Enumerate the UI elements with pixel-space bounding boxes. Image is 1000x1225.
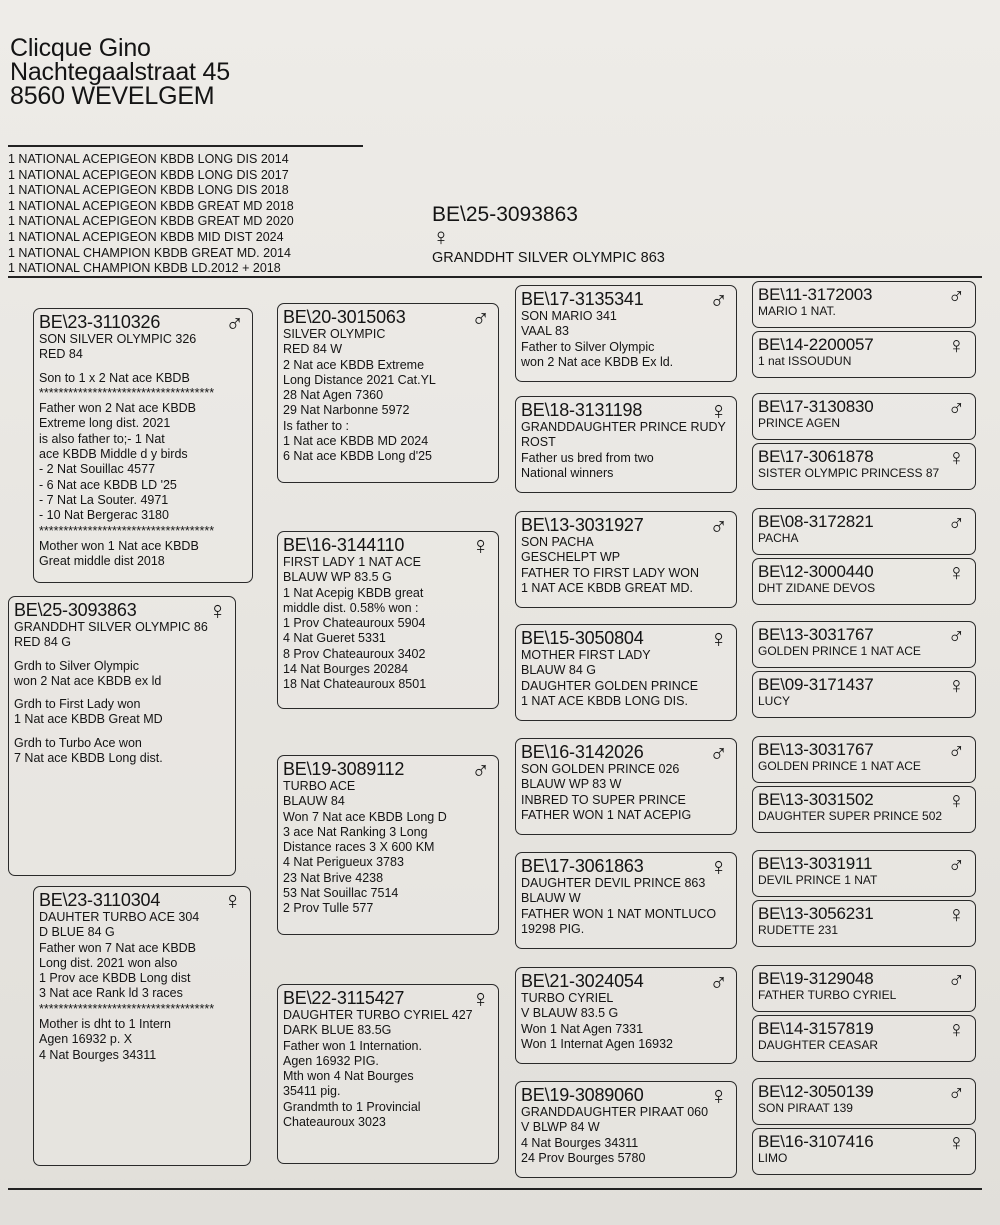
pigeon-info-line: Great middle dist 2018	[39, 554, 165, 569]
pigeon-info-line: 1 Prov Chateauroux 5904	[283, 616, 426, 631]
pigeon-info-line: SON SILVER OLYMPIC 326	[39, 332, 197, 346]
pigeon-info-line: 7 Nat ace KBDB Long dist.	[14, 751, 163, 766]
pigeon-info-line: 1 nat ISSOUDUN	[758, 354, 852, 368]
female-icon: ♀	[947, 1129, 965, 1155]
male-icon: ♂	[471, 304, 490, 332]
ring-number: BE\13-3056231	[758, 904, 874, 923]
male-icon: ♂	[947, 282, 965, 308]
ring-number: BE\23-3110304	[39, 890, 161, 910]
pigeon-info-line: Father us bred from two	[521, 450, 654, 465]
pigeon-info-line: Grandmth to 1 Provincial	[283, 1099, 421, 1114]
male-icon: ♂	[709, 968, 728, 996]
titles-list	[8, 152, 294, 277]
male-icon: ♂	[947, 394, 965, 420]
male-icon: ♂	[947, 737, 965, 763]
pigeon-info-line: GESCHELPT WP	[521, 550, 621, 565]
pigeon-info-line: VAAL 83	[521, 324, 569, 339]
female-icon: ♀	[471, 985, 490, 1013]
male-icon: ♂	[947, 966, 965, 992]
male-icon: ♂	[947, 851, 965, 877]
pigeon-card-fmf	[515, 511, 737, 608]
pigeon-info-line: GOLDEN PRINCE 1 NAT ACE	[758, 759, 921, 773]
female-icon: ♀	[709, 853, 728, 881]
pigeon-info-line: FIRST LADY 1 NAT ACE	[283, 555, 422, 569]
pigeon-info-line: V BLAUW 83.5 G	[521, 1006, 619, 1021]
pigeon-info-line: 1 NAT ACE KBDB GREAT MD.	[521, 580, 694, 595]
female-icon: ♀	[223, 887, 242, 915]
ring-number: BE\23-3110326	[39, 312, 161, 332]
pigeon-info-line: 19298 PIG.	[521, 921, 585, 936]
pigeon-info-line: GRANDDAUGHTER PIRAAT 060	[521, 1105, 709, 1119]
pigeon-info-line: FATHER TURBO CYRIEL	[758, 988, 897, 1002]
male-icon: ♂	[709, 512, 728, 540]
ring-number: BE\09-3171437	[758, 675, 874, 694]
pigeon-info-line: SON GOLDEN PRINCE 026	[521, 762, 680, 776]
pigeon-card-g8	[752, 671, 976, 718]
pigeon-card-g11	[752, 850, 976, 897]
pigeon-info-line: SON PIRAAT 139	[758, 1101, 853, 1115]
pigeon-info-line: DEVIL PRINCE 1 NAT	[758, 873, 878, 887]
pigeon-info-line: SISTER OLYMPIC PRINCESS 87	[758, 466, 940, 480]
pigeon-info-line: MOTHER FIRST LADY	[521, 648, 651, 662]
female-icon: ♀	[709, 625, 728, 653]
pigeon-info-line: Mother won 1 Nat ace KBDB	[39, 538, 199, 553]
header-divider	[8, 145, 363, 147]
ring-number: BE\13-3031927	[521, 515, 644, 535]
pigeon-info-line: MARIO 1 NAT.	[758, 304, 836, 318]
pigeon-info-line: 8 Prov Chateauroux 3402	[283, 646, 426, 661]
pigeon-info-line: GOLDEN PRINCE 1 NAT ACE	[758, 644, 921, 658]
female-icon: ♀	[208, 597, 227, 625]
pigeon-info-line: Father won 2 Nat ace KBDB	[39, 401, 197, 416]
pigeon-info-line: DAUGHTER DEVIL PRINCE 863	[521, 876, 706, 890]
pigeon-info-line: BLAUW 84 G	[521, 663, 597, 678]
pigeon-info-line: RED 84 G	[14, 635, 71, 650]
pigeon-card-g2	[752, 331, 976, 378]
pigeon-info-line	[39, 363, 247, 371]
pigeon-info-line: 24 Prov Bourges 5780	[521, 1150, 646, 1165]
title-line: 1 NATIONAL ACEPIGEON KBDB LONG DIS 2017	[8, 167, 289, 182]
pigeon-info-line: GRANDDHT SILVER OLYMPIC 86	[14, 620, 208, 634]
pigeon-info-line: DAUGHTER SUPER PRINCE 502	[758, 809, 943, 823]
pigeon-info-line: FATHER WON 1 NAT MONTLUCO	[521, 906, 717, 921]
pigeon-info-line: Father to Silver Olympic	[521, 339, 655, 354]
pigeon-info-line: DAUHTER TURBO ACE 304	[39, 910, 200, 924]
pigeon-info-line: Won 7 Nat ace KBDB Long D	[283, 809, 447, 824]
pigeon-info-line: - 7 Nat La Souter. 4971	[39, 492, 169, 507]
ring-number: BE\17-3061878	[758, 447, 874, 466]
title-line: 1 NATIONAL ACEPIGEON KBDB GREAT MD 2020	[8, 214, 294, 229]
pigeon-info-line: D BLUE 84 G	[39, 925, 115, 940]
pigeon-info-line: TURBO CYRIEL	[521, 991, 614, 1005]
pigeon-card-mf	[277, 755, 499, 935]
pigeon-card-g6	[752, 558, 976, 605]
male-icon: ♂	[947, 509, 965, 535]
pigeon-info-line: SILVER OLYMPIC	[283, 327, 386, 341]
pigeon-info-line: BLAUW 84	[283, 794, 345, 809]
pigeon-info-line: ************************************	[39, 385, 215, 400]
pigeon-info-line: Grdh to Turbo Ace won	[14, 735, 142, 750]
pigeon-info-line: National winners	[521, 465, 614, 480]
pigeon-info-line: Father won 1 Internation.	[283, 1038, 422, 1053]
pigeon-info-line: Mth won 4 Nat Bourges	[283, 1069, 414, 1084]
pigeon-card-fmm	[515, 624, 737, 721]
pigeon-info-line: is also father to;- 1 Nat	[39, 431, 165, 446]
pigeon-card-mother	[33, 886, 251, 1166]
pigeon-info-line: won 2 Nat ace KBDB ex ld	[14, 673, 162, 688]
pigeon-info-line	[14, 651, 230, 659]
pigeon-info-line: BLAUW WP 83 W	[521, 777, 622, 792]
pigeon-info-line: DAUGHTER TURBO CYRIEL 427	[283, 1008, 473, 1022]
pigeon-info-line: Long Distance 2021 Cat.YL	[283, 372, 436, 387]
pigeon-info-line: won 2 Nat ace KBDB Ex ld.	[521, 354, 674, 369]
pigeon-info-line: 2 Nat ace KBDB Extreme	[283, 357, 425, 372]
pigeon-info-line: 23 Nat Brive 4238	[283, 870, 384, 885]
pigeon-info-line: 4 Nat Bourges 34311	[39, 1047, 157, 1062]
female-icon: ♀	[947, 787, 965, 813]
pigeon-info-line: DAUGHTER CEASAR	[758, 1038, 879, 1052]
pigeon-info-line: Grdh to Silver Olympic	[14, 658, 140, 673]
pigeon-card-g7	[752, 621, 976, 668]
owner-city: 8560 WEVELGEM	[10, 82, 215, 110]
female-icon: ♀	[947, 901, 965, 927]
pigeon-info-line: BLAUW WP 83.5 G	[283, 570, 392, 585]
ring-number: BE\17-3061863	[521, 856, 644, 876]
title-line: 1 NATIONAL ACEPIGEON KBDB LONG DIS 2014	[8, 152, 289, 166]
pigeon-card-mmm	[515, 1081, 737, 1178]
ring-number: BE\15-3050804	[521, 628, 644, 648]
owner-name: Clicque Gino	[10, 34, 151, 62]
pigeon-info-line: DARK BLUE 83.5G	[283, 1023, 392, 1038]
ring-number: BE\17-3135341	[521, 289, 644, 309]
pigeon-info-line: Long dist. 2021 won also	[39, 955, 178, 970]
ring-number: BE\08-3172821	[758, 512, 874, 531]
male-icon: ♂	[225, 309, 244, 337]
pigeon-info-line: - 6 Nat ace KBDB LD '25	[39, 477, 177, 492]
pigeon-info-line: DHT ZIDANE DEVOS	[758, 581, 876, 595]
pigeon-info-line: Son to 1 x 2 Nat ace KBDB	[39, 370, 190, 385]
ring-number: BE\14-3157819	[758, 1019, 874, 1038]
female-icon: ♀	[947, 672, 965, 698]
subject-heading	[432, 203, 665, 267]
ring-number: BE\16-3144110	[283, 535, 405, 555]
pigeon-card-g16	[752, 1128, 976, 1175]
pigeon-card-fm	[277, 531, 499, 709]
subject-ring: BE\25-3093863	[432, 203, 578, 226]
pigeon-info-line: DAUGHTER GOLDEN PRINCE	[521, 678, 699, 693]
pigeon-info-line: 53 Nat Souillac 7514	[283, 886, 399, 901]
owner-block	[10, 36, 230, 108]
pigeon-info-line: SON PACHA	[521, 535, 594, 549]
pigeon-info-line: Mother is dht to 1 Intern	[39, 1017, 172, 1032]
ring-number: BE\14-2200057	[758, 335, 874, 354]
bottom-divider	[8, 1188, 982, 1190]
pigeon-card-g5	[752, 508, 976, 555]
pigeon-info-line: Grdh to First Lady won	[14, 697, 141, 712]
pigeon-info-line: middle dist. 0.58% won :	[283, 600, 419, 615]
pigeon-info-line: LIMO	[758, 1151, 788, 1165]
pigeon-card-g1	[752, 281, 976, 328]
pigeon-card-g4	[752, 443, 976, 490]
pigeon-card-g14	[752, 1015, 976, 1062]
pigeon-info-line: 28 Nat Agen 7360	[283, 388, 384, 403]
pigeon-info-line: SON MARIO 341	[521, 309, 617, 323]
pigeon-card-mfm	[515, 852, 737, 949]
pigeon-info-line: BLAUW W	[521, 891, 581, 906]
pigeon-info-line: Extreme long dist. 2021	[39, 416, 171, 431]
top-divider	[8, 276, 982, 278]
ring-number: BE\21-3024054	[521, 971, 644, 991]
male-icon: ♂	[471, 756, 490, 784]
pigeon-info-line: RED 84 W	[283, 342, 343, 357]
male-icon: ♂	[709, 286, 728, 314]
pigeon-info-line: 3 Nat ace Rank ld 3 races	[39, 986, 183, 1001]
pigeon-info-line: Chateauroux 3023	[283, 1115, 386, 1130]
pigeon-info-line: Won 1 Internat Agen 16932	[521, 1036, 673, 1051]
pigeon-card-mff	[515, 738, 737, 835]
title-line: 1 NATIONAL CHAMPION KBDB LD.2012 + 2018	[8, 261, 281, 276]
pigeon-info-line: ROST	[521, 435, 556, 450]
pigeon-info-line: Father won 7 Nat ace KBDB	[39, 940, 197, 955]
pigeon-card-g12	[752, 900, 976, 947]
pigeon-info-line: V BLWP 84 W	[521, 1120, 600, 1135]
ring-number: BE\12-3050139	[758, 1082, 874, 1101]
ring-number: BE\11-3172003	[758, 285, 873, 304]
ring-number: BE\19-3089112	[283, 759, 405, 779]
pigeon-info-line	[14, 689, 230, 697]
female-icon: ♀	[947, 444, 965, 470]
ring-number: BE\19-3089060	[521, 1085, 644, 1105]
pigeon-info-line: - 10 Nat Bergerac 3180	[39, 508, 169, 523]
ring-number: BE\22-3115427	[283, 988, 405, 1008]
pigeon-info-line: ace KBDB Middle d y birds	[39, 447, 188, 462]
subject-name: GRANDDHT SILVER OLYMPIC 863	[432, 250, 665, 266]
pigeon-info-line: Won 1 Nat Agen 7331	[521, 1021, 644, 1036]
title-line: 1 NATIONAL CHAMPION KBDB GREAT MD. 2014	[8, 245, 291, 260]
pigeon-card-g13	[752, 965, 976, 1012]
male-icon: ♂	[947, 1079, 965, 1105]
female-icon: ♀	[947, 332, 965, 358]
ring-number: BE\13-3031767	[758, 740, 874, 759]
pigeon-info-line: Distance races 3 X 600 KM	[283, 840, 435, 855]
ring-number: BE\17-3130830	[758, 397, 874, 416]
pigeon-card-subject_box	[8, 596, 236, 876]
ring-number: BE\12-3000440	[758, 562, 874, 581]
pigeon-card-g10	[752, 786, 976, 833]
male-icon: ♂	[947, 622, 965, 648]
pigeon-info-line: 1 Prov ace KBDB Long dist	[39, 971, 191, 986]
pigeon-info-line	[14, 728, 230, 736]
pigeon-info-line: 4 Nat Bourges 34311	[521, 1135, 639, 1150]
pigeon-info-line: 2 Prov Tulle 577	[283, 901, 374, 916]
pigeon-card-father	[33, 308, 253, 583]
pigeon-info-line: 29 Nat Narbonne 5972	[283, 403, 410, 418]
pigeon-info-line: FATHER WON 1 NAT ACEPIG	[521, 807, 692, 822]
pigeon-card-g9	[752, 736, 976, 783]
pigeon-card-mmf	[515, 967, 737, 1064]
pigeon-info-line: 6 Nat ace KBDB Long d'25	[283, 449, 433, 464]
ring-number: BE\16-3107416	[758, 1132, 874, 1151]
female-icon: ♀	[432, 224, 450, 251]
pigeon-info-line: PRINCE AGEN	[758, 416, 841, 430]
pigeon-card-ffm	[515, 396, 737, 493]
female-icon: ♀	[471, 532, 490, 560]
pigeon-info-line: ************************************	[39, 1001, 215, 1016]
pigeon-info-line: RED 84	[39, 347, 83, 362]
pigeon-card-ff	[277, 303, 499, 483]
pigeon-info-line: 4 Nat Perigueux 3783	[283, 855, 404, 870]
ring-number: BE\13-3031502	[758, 790, 874, 809]
pigeon-info-line: 1 Nat ace KBDB Great MD	[14, 712, 163, 727]
pigeon-info-line: INBRED TO SUPER PRINCE	[521, 792, 686, 807]
ring-number: BE\20-3015063	[283, 307, 406, 327]
owner-street: Nachtegaalstraat 45	[10, 58, 230, 86]
pigeon-info-line: 1 NAT ACE KBDB LONG DIS.	[521, 693, 688, 708]
female-icon: ♀	[709, 1082, 728, 1110]
pigeon-info-line: ************************************	[39, 523, 215, 538]
ring-number: BE\16-3142026	[521, 742, 644, 762]
pigeon-info-line: RUDETTE 231	[758, 923, 839, 937]
ring-number: BE\25-3093863	[14, 600, 137, 620]
pigeon-info-line: LUCY	[758, 694, 791, 708]
female-icon: ♀	[709, 397, 728, 425]
pigeon-info-line: 18 Nat Chateauroux 8501	[283, 677, 427, 692]
pigeon-info-line: FATHER TO FIRST LADY WON	[521, 565, 700, 580]
title-line: 1 NATIONAL ACEPIGEON KBDB MID DIST 2024	[8, 229, 284, 244]
pigeon-info-line: Agen 16932 p. X	[39, 1032, 133, 1047]
pigeon-card-mm	[277, 984, 499, 1164]
pigeon-info-line: 3 ace Nat Ranking 3 Long	[283, 824, 428, 839]
ring-number: BE\18-3131198	[521, 400, 643, 420]
pigeon-info-line: GRANDDAUGHTER PRINCE RUDY	[521, 420, 726, 434]
pigeon-card-fff	[515, 285, 737, 382]
title-line: 1 NATIONAL ACEPIGEON KBDB GREAT MD 2018	[8, 198, 294, 213]
ring-number: BE\19-3129048	[758, 969, 874, 988]
female-icon: ♀	[947, 1016, 965, 1042]
pigeon-info-line: 4 Nat Gueret 5331	[283, 631, 386, 646]
pigeon-info-line: TURBO ACE	[283, 779, 356, 793]
ring-number: BE\13-3031767	[758, 625, 874, 644]
pigeon-info-line: 35411 pig.	[283, 1084, 341, 1099]
male-icon: ♂	[709, 739, 728, 767]
pigeon-info-line: 1 Nat ace KBDB MD 2024	[283, 434, 429, 449]
pigeon-card-g15	[752, 1078, 976, 1125]
pigeon-card-g3	[752, 393, 976, 440]
pigeon-info-line: 14 Nat Bourges 20284	[283, 662, 409, 677]
ring-number: BE\13-3031911	[758, 854, 873, 873]
title-line: 1 NATIONAL ACEPIGEON KBDB LONG DIS 2018	[8, 183, 289, 198]
female-icon: ♀	[947, 559, 965, 585]
pigeon-info-line: 1 Nat Acepig KBDB great	[283, 585, 424, 600]
pigeon-info-line: PACHA	[758, 531, 799, 545]
pigeon-info-line: - 2 Nat Souillac 4577	[39, 462, 156, 477]
pigeon-info-line: Agen 16932 PIG.	[283, 1053, 379, 1068]
pigeon-info-line: Is father to :	[283, 418, 350, 433]
